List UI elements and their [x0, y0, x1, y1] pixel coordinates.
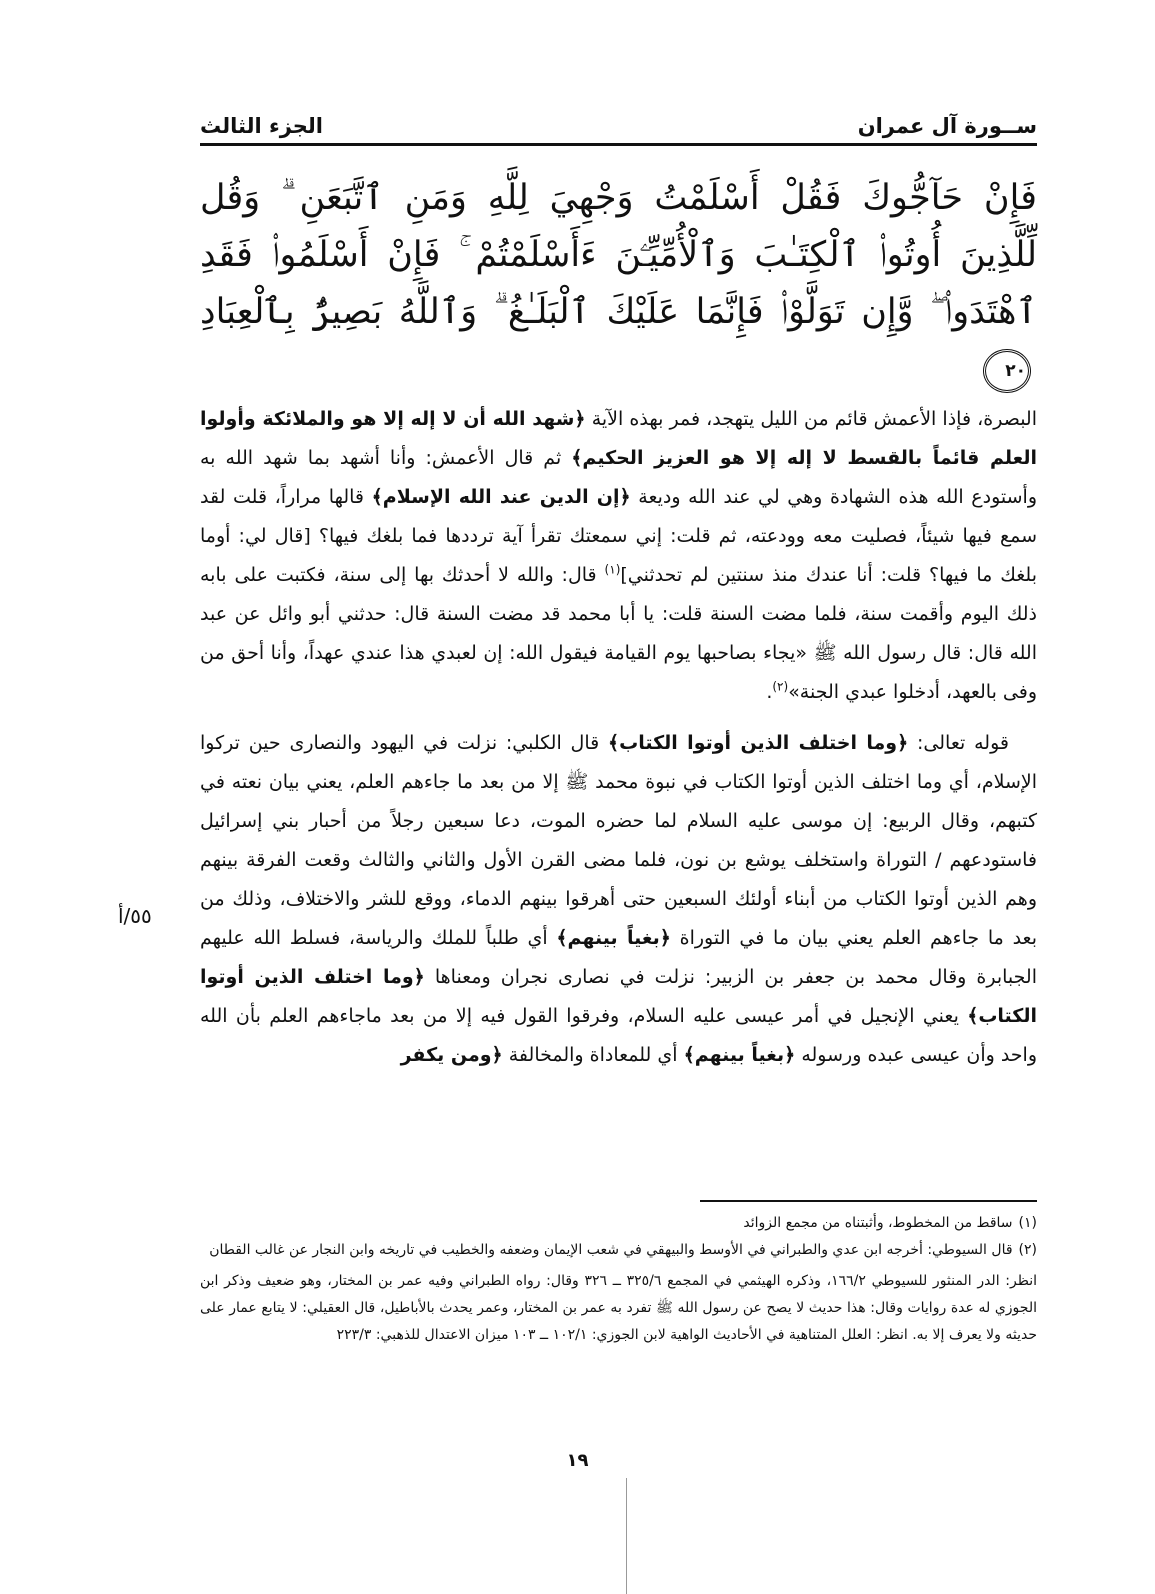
verse-text: فَإِنْ حَآجُّوكَ فَقُلْ أَسْلَمْتُ وَجْهِيَ لِلَّهِ وَمَنِ ٱتَّبَعَنِ ۗ وَقُل لِّلَّذِينَ أُوتُوا۟ ٱلْكِتَـٰبَ وَٱلْأُمِّيِّـۧنَ ءَأَسْلَمْتُمْ ۚ فَإِنْ أَسْلَمُوا۟ فَقَدِ ٱهْتَدَوا۟ ۖ وَّإِن تَوَلَّوْا۟ فَإِنَّمَا عَلَيْكَ ٱلْبَلَـٰغُ ۗ وَٱللَّهُ بَصِيرٌۢ بِٱلْعِبَادِ [200, 178, 1037, 332]
quran-verse [200, 170, 1037, 398]
ayah-number-marker: ٢٠ [983, 349, 1031, 393]
text-run: ثم قال الأعمش: وأنا أشهد بما شهد الله به وأستودع الله هذه الشهادة وهي لي عند الله وديعة [200, 447, 1038, 508]
footnote-number: (١) [1018, 1215, 1037, 1231]
quoted-verse: ﴿شهد الله أن لا إله إلا هو والملائكة وأولوا العلم قائماً بالقسط لا إله إلا هو العزيز الحكيم﴾ [200, 408, 1038, 469]
page-number: ١٩ [566, 1450, 589, 1471]
header-rule [200, 143, 1037, 146]
footnote [200, 1210, 1037, 1237]
footnote-continuation: انظر: الدر المنثور للسيوطي ١٦٦/٢، وذكره الهيثمي في المجمع ٣٢٥/٦ ــ ٣٢٦ وقال: رواه الطبراني وفيه عمر بن المختار، وهو ضعيف وذكر ابن الجوزي له عدة روايات وقال: هذا حديث لا يصح عن رسول الله ﷺ تفرد به عمر بن المختار، وعمر يحدث بالأباطيل، قال العقيلي: لا يتابع عمار على حديثه ولا يعرف إلا به. انظر: العلل المتناهية في الأحاديث الواهية لابن الجوزي: ١٠٢/١ ــ ١٠٣ ميزان الاعتدال للذهبي: ٢٢٣/٣ [200, 1273, 1037, 1343]
text-run: أي طلباً للملك والرياسة، فسلط الله عليهم الجبابرة وقال محمد بن جعفر بن الزبير: نزلت في نصارى نجران ومعناها [200, 927, 1037, 988]
footnote [200, 1237, 1037, 1264]
text-run: أي للمعاداة والمخالفة [502, 1044, 684, 1066]
quoted-verse: ﴿وما اختلف الذين أوتوا الكتاب﴾ [608, 732, 909, 754]
footnotes [200, 1210, 1037, 1349]
text-run: يعني الإنجيل في أمر عيسى عليه السلام، وفرقوا القول فيه إلا من بعد ماجاءهم العلم بأن الله واحد وأن عيسى عبده ورسوله [200, 1005, 1037, 1066]
text-run: البصرة، فإذا الأعمش قائم من الليل يتهجد، فمر بهذه الآية [585, 408, 1038, 430]
footnote-text: قال السيوطي: أخرجه ابن عدي والطبراني في الأوسط والبيهقي في شعب الإيمان وضعفه والخطيب في تاريخه وابن النجار عن غالب القطان [209, 1242, 1013, 1258]
binding-gutter-line [626, 1478, 627, 1594]
text-run: . [766, 681, 773, 703]
quoted-verse: ﴿بغياً بينهم﴾ [556, 927, 671, 949]
running-header [200, 100, 1037, 138]
text-run: قالها مراراً، قلت لقد سمع فيها شيئاً، فصليت معه وودعته، ثم قلت: إني سمعتك تقرأ آية ترددها فما بلغك فيها؟ [قال لي: أوما بلغك ما فيها؟ قلت: أنا عندك منذ سنتين لم تحدثني] [200, 486, 1037, 586]
text-run: قال الكلبي: نزلت في اليهود والنصارى حين تركوا الإسلام، أي وما اختلف الذين أوتوا الكتاب في نبوة محمد ﷺ إلا من بعد ما جاءهم العلم، يعني بيان نعته في كتبهم، وقال الربيع: إن موسى عليه السلام لما حضره الموت، دعا سبعين رجلاً من أحبار بني إسرائيل فاستودعهم / التوراة واستخلف يوشع بن نون، فلما مضى القرن الأول والثاني والثالث وقعت الفرقة بينهم وهم الذين أوتوا الكتاب من أبناء أولئك السبعين حتى أهرقوا بينهم الدماء، ووقع للشر والاختلاف، وذلك من بعد ما جاءهم العلم يعني بيان ما في التوراة [200, 732, 1038, 949]
surah-label: ســورة آل عمران [857, 114, 1037, 138]
footnote-ref[interactable]: (٢) [772, 679, 789, 694]
footnote-ref[interactable]: (١) [604, 562, 621, 577]
quoted-verse: ﴿وما اختلف الذين أوتوا الكتاب﴾ [200, 966, 1037, 1027]
text-run: قال: والله لا أحدثك بها إلى سنة، فكتبت على بابه ذلك اليوم وأقمت سنة، فلما مضت السنة قلت: يا أبا محمد قد مضت السنة قال: حدثني أبو وائل عن عبد الله قال: قال رسول الله ﷺ «يجاء بصاحبها يوم القيامة فيقول الله: إن لعبدي هذا عندي عهداً، وأنا أحق من وفى بالعهد، أدخلوا عبدي الجنة» [200, 564, 1037, 703]
footnote-number: (٢) [1018, 1242, 1037, 1258]
quoted-verse: ﴿بغياً بينهم﴾ [683, 1044, 796, 1066]
footnote-text: ساقط من المخطوط، وأثبتناه من مجمع الزوائد [743, 1215, 1013, 1231]
paragraph [200, 724, 1037, 1075]
footnote-rule [700, 1200, 1037, 1202]
text-run: قوله تعالى: [908, 732, 1009, 754]
quoted-verse: ﴿إن الدين عند الله الإسلام﴾ [371, 486, 631, 508]
quoted-verse: ﴿ومن يكفر [400, 1044, 503, 1066]
manuscript-folio-note: ٥٥/أ [118, 904, 152, 928]
part-label: الجزء الثالث [200, 114, 323, 138]
paragraph [200, 400, 1037, 712]
commentary-body [200, 400, 1037, 1075]
